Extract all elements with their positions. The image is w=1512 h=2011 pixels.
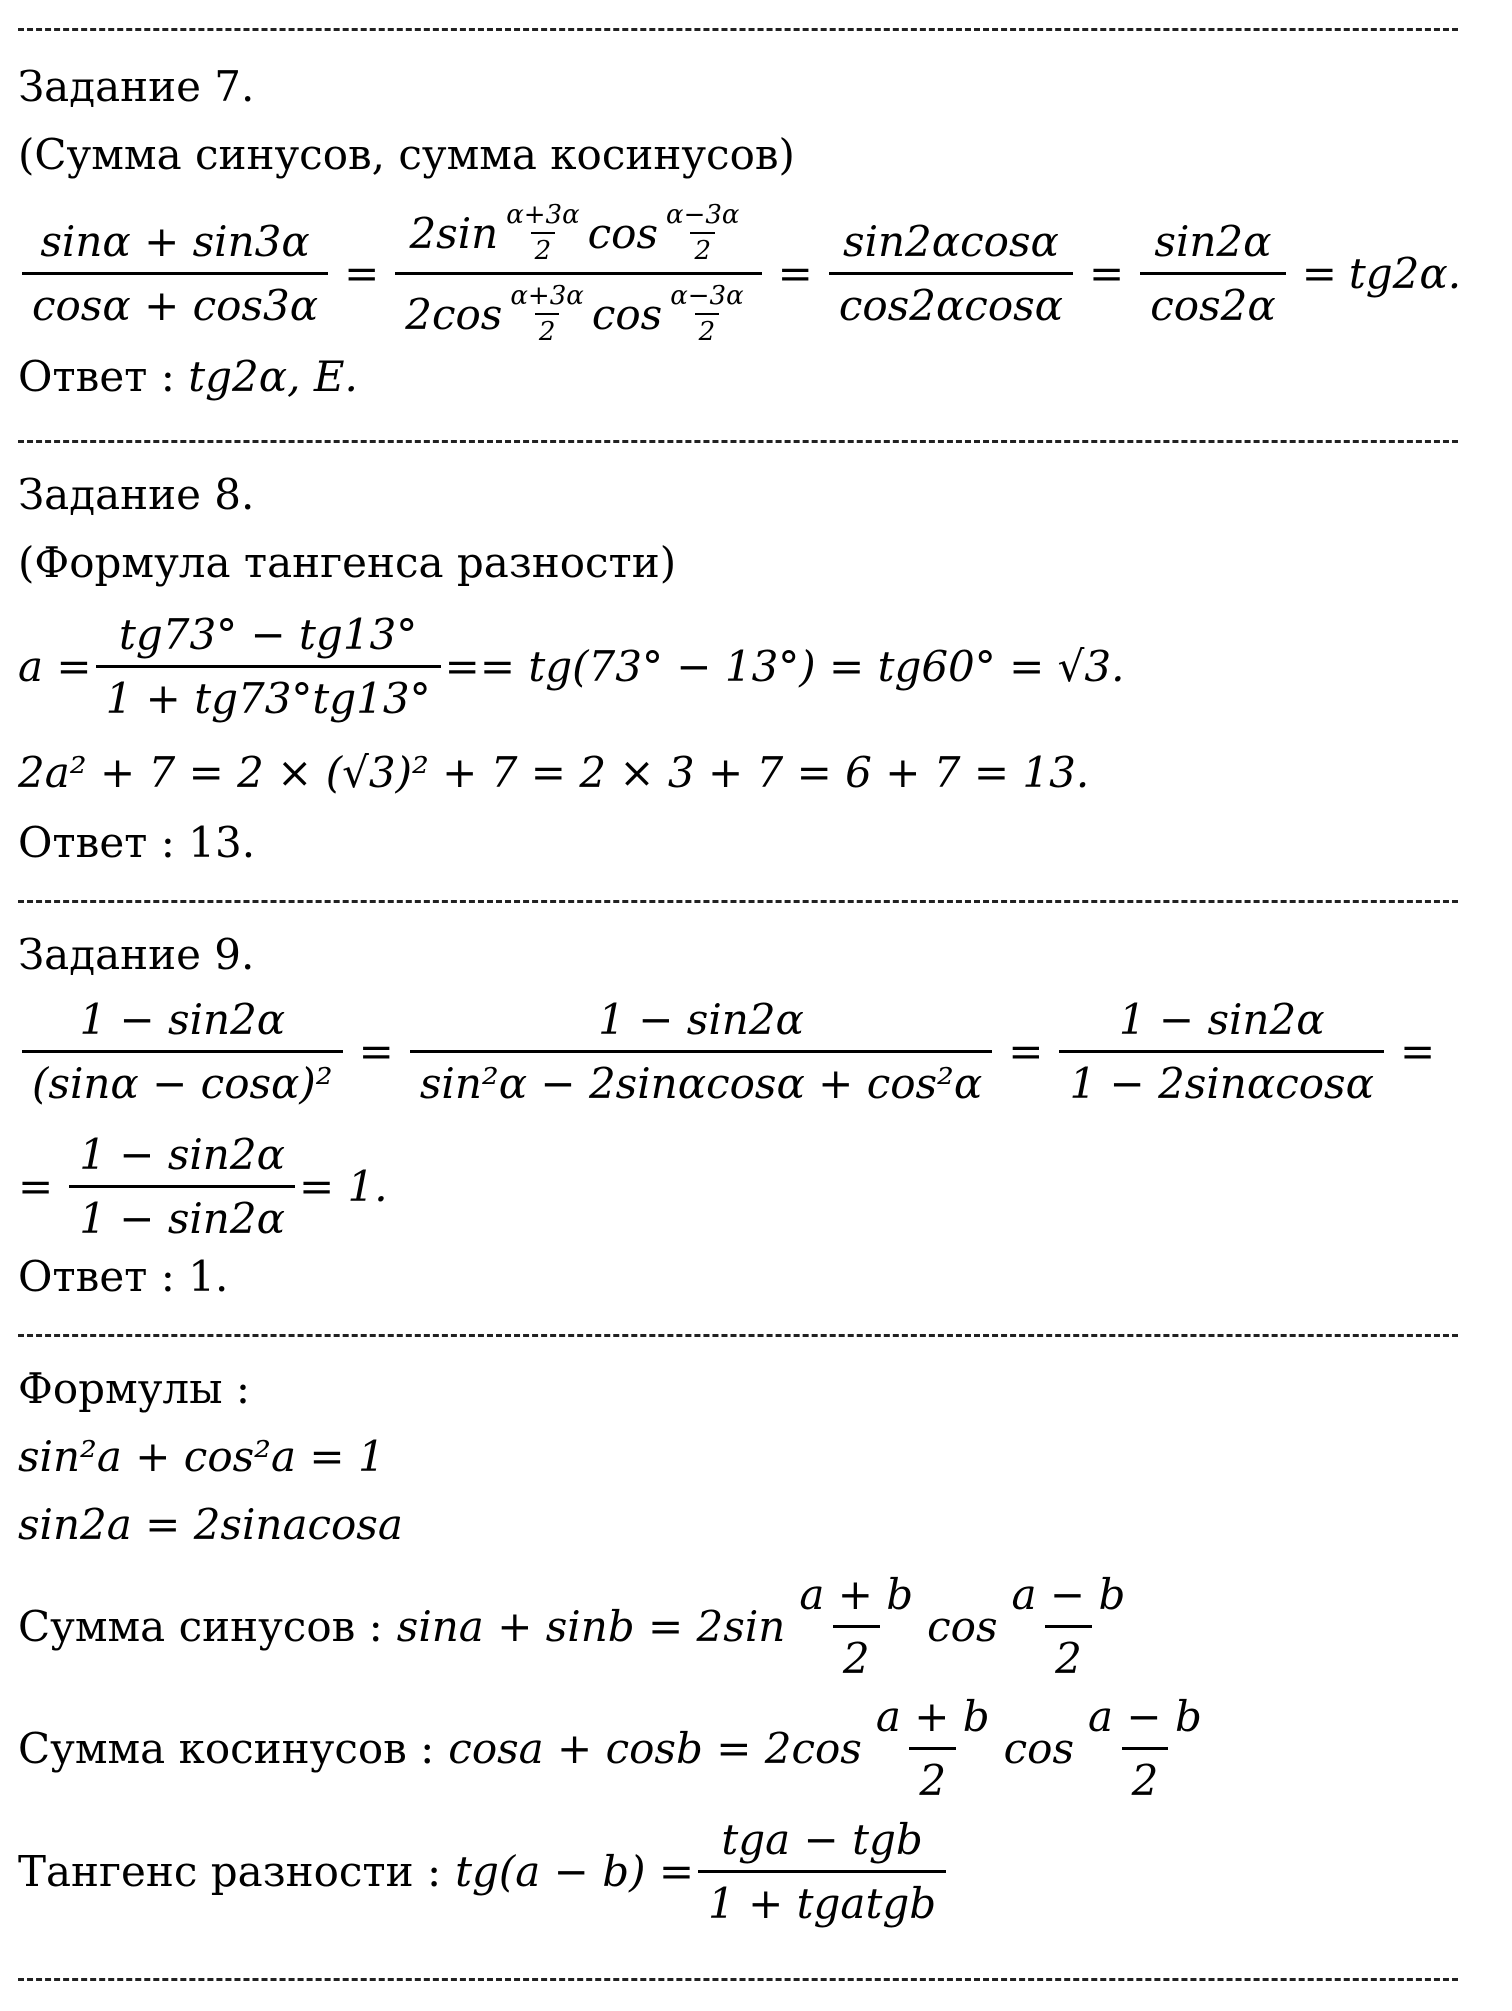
separator xyxy=(18,28,1458,31)
fraction: $\frac{\sin 2\alpha}{\cos 2\alpha}$ xyxy=(1140,217,1285,330)
fraction: $\frac{1 - \sin 2\alpha}{\text{sin²α − 2sinαcosα + cos²α}}$ xyxy=(410,995,992,1108)
fraction: $\frac{a + b}{2}$ xyxy=(875,1692,990,1805)
task8-equation: a = $\frac{tg73^\circ - tg13^\circ}{1 + tg73^\circ tg13^\circ}$ == tg(73° − 13°) = tg60° = √3. xyxy=(18,610,1125,723)
fraction: $\frac{\sin 2\alpha\cos\alpha}{\cos 2\alpha\cos\alpha}$ xyxy=(829,217,1073,330)
formula-sum-cosines: Сумма косинусов : cosa + cosb = 2cos $\frac{a + b}{2}$ cos $\frac{a - b}{2}$ xyxy=(18,1692,1216,1805)
task7-subtitle: (Сумма синусов, сумма косинусов) xyxy=(18,130,795,179)
fraction: $\frac{a + b}{2}$ xyxy=(799,1570,914,1683)
task7-equation: $\frac{\sin\alpha + \sin 3\alpha}{\cos\alpha + \cos 3\alpha}$ = 2sin $\frac{\alpha+3\alpha}{2}$ cos $\frac{\alpha-3\alpha}{2}$ 2cos $\frac{\alpha+3\alpha}{2}$ cos $\frac{\alpha-3\alpha}{2}$ = $\frac{\sin 2\alpha\cos\alpha}{\cos 2\alpha\cos\alpha}$ = $\frac{\sin 2\alpha}{\cos 2\alpha}$ = tg2α. xyxy=(18,200,1461,347)
formula-identity: sin²a + cos²a = 1 xyxy=(18,1432,385,1481)
task8-title: Задание 8. xyxy=(18,470,255,519)
task9-equation: $\frac{1 - \sin 2\alpha}{\text{(sinα − cosα)²}}$ = $\frac{1 - \sin 2\alpha}{\text{sin²α − 2sinαcosα + cos²α}}$ = $\frac{1 - \sin 2\alpha}{1 - 2\sin\alpha\cos\alpha}$ = xyxy=(18,995,1447,1108)
separator xyxy=(18,440,1458,443)
task8-line2: 2a² + 7 = 2 × (√3)² + 7 = 2 × 3 + 7 = 6 + 7 = 13. xyxy=(18,748,1090,797)
fraction: $\frac{a - b}{2}$ xyxy=(1088,1692,1202,1805)
separator xyxy=(18,1334,1458,1337)
task7-result: tg2α. xyxy=(1348,249,1462,298)
task9-result: = 1. xyxy=(298,1162,388,1211)
task7-answer: Ответ : tg2α, E. xyxy=(18,352,358,401)
formulas-title: Формулы : xyxy=(18,1364,251,1413)
task7-title: Задание 7. xyxy=(18,62,255,111)
task9-answer: Ответ : 1. xyxy=(18,1252,229,1301)
task9-equation-cont: = $\frac{1 - \sin 2\alpha}{1 - \sin 2\alpha}$ = 1. xyxy=(18,1130,388,1243)
fraction: $\frac{1 - \sin 2\alpha}{1 - 2\sin\alpha\cos\alpha}$ xyxy=(1059,995,1383,1108)
fraction: $\frac{1 - \sin 2\alpha}{\text{(sinα − cosα)²}}$ xyxy=(22,995,343,1108)
task8-subtitle: (Формула тангенса разности) xyxy=(18,538,677,587)
task8-answer: Ответ : 13. xyxy=(18,818,256,867)
task9-title: Задание 9. xyxy=(18,930,255,979)
fraction: 2sin $\frac{\alpha+3\alpha}{2}$ cos $\frac{\alpha-3\alpha}{2}$ 2cos $\frac{\alpha+3\alpha}{2}$ cos $\frac{\alpha-3\alpha}{2}$ xyxy=(395,200,761,347)
separator xyxy=(18,900,1458,903)
separator xyxy=(18,1978,1458,1981)
fraction: $\frac{1 - \sin 2\alpha}{1 - \sin 2\alpha}$ xyxy=(69,1130,295,1243)
fraction: $\frac{a - b}{2}$ xyxy=(1011,1570,1126,1683)
formula-tangent-difference: Тангенс разности : tg(a − b) = $\frac{\text{tga − tgb}}{\text{1 + tgatgb}}$ xyxy=(18,1815,950,1928)
formula-sum-sines: Сумма синусов : sina + sinb = 2sin $\frac{a + b}{2}$ cos $\frac{a - b}{2}$ xyxy=(18,1570,1139,1683)
fraction: $\frac{tg73^\circ - tg13^\circ}{1 + tg73^\circ tg13^\circ}$ xyxy=(96,610,441,723)
fraction: $\frac{\sin\alpha + \sin 3\alpha}{\cos\alpha + \cos 3\alpha}$ xyxy=(22,217,328,330)
fraction: $\frac{\text{tga − tgb}}{\text{1 + tgatgb}}$ xyxy=(698,1815,946,1928)
formula-double-angle: sin2a = 2sinacosa xyxy=(18,1500,403,1549)
